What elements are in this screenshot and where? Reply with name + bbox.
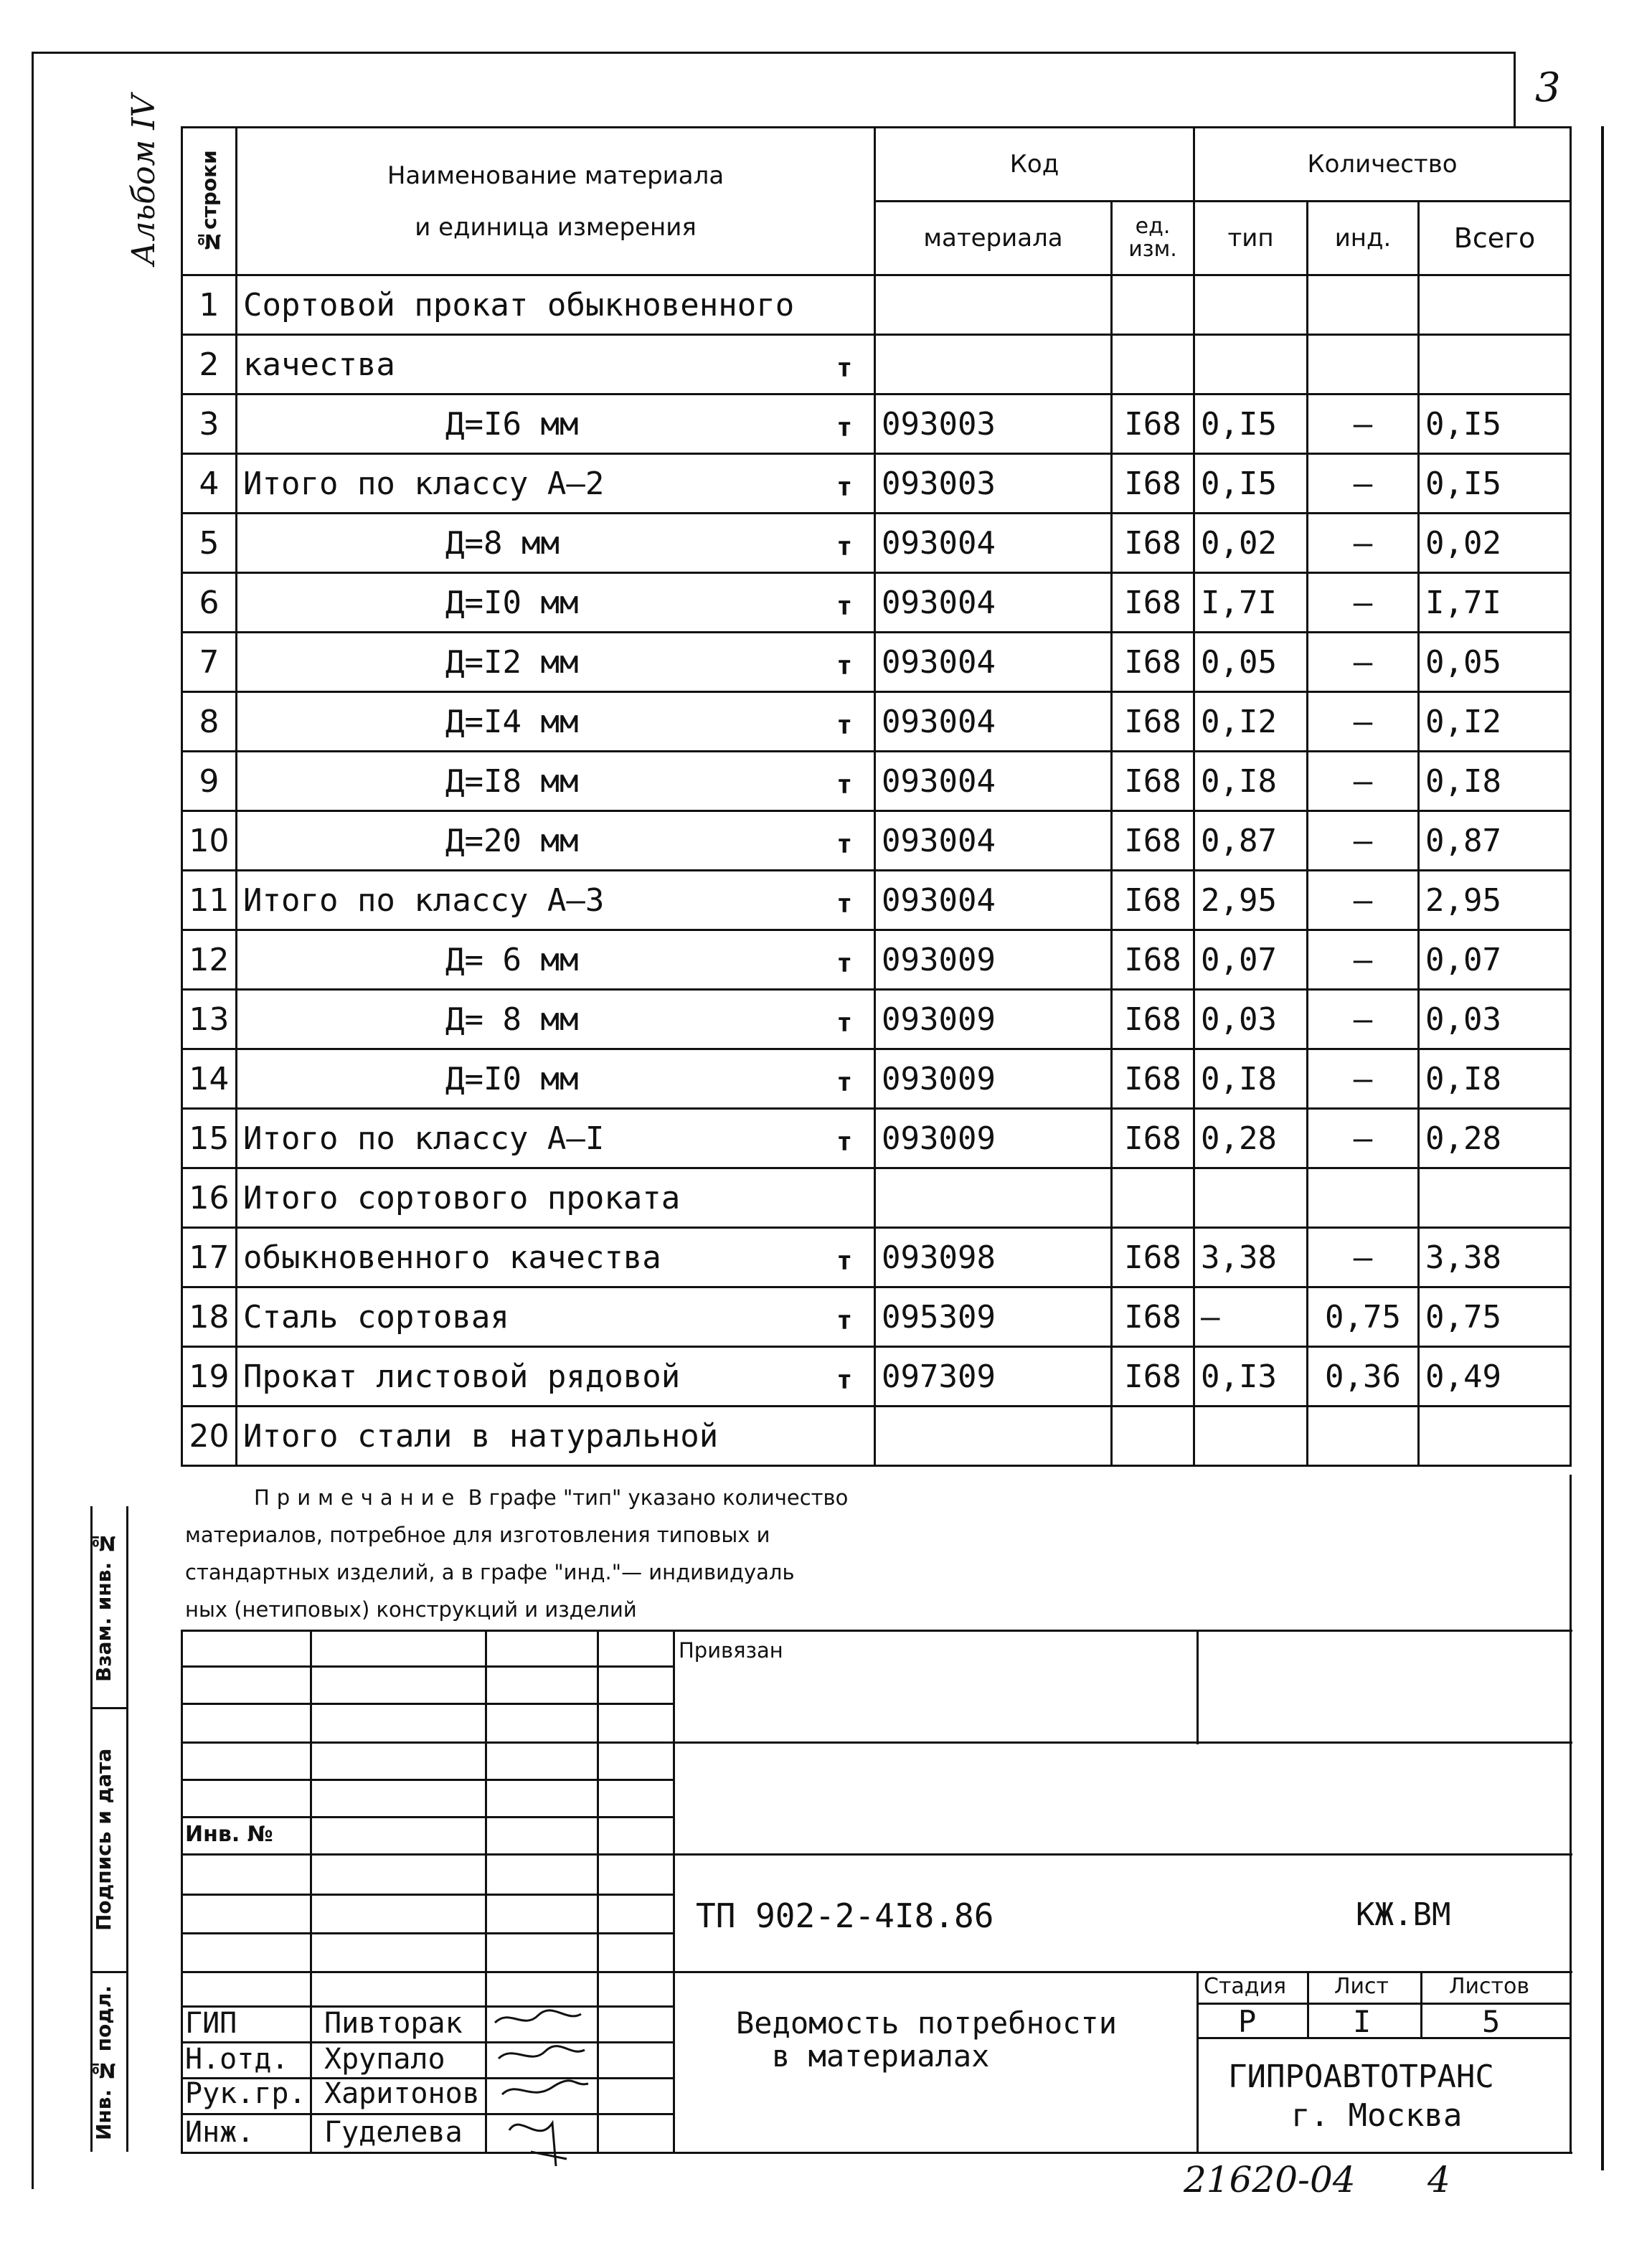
side-label-podpis: Подпись и дата (92, 1748, 115, 1932)
person-name-3: Харитонов (324, 2077, 480, 2110)
unit-code-cell (1112, 1168, 1194, 1228)
stamp-h-6 (181, 1853, 1572, 1856)
stamp-col-5 (1196, 1630, 1199, 1744)
material-code-cell: 093009 (875, 1049, 1112, 1109)
row-number-cell: 16 (182, 1168, 237, 1228)
qty-ind-cell: – (1308, 752, 1419, 811)
qty-type-cell: 0,I5 (1194, 394, 1308, 454)
material-code-cell: 093004 (875, 573, 1112, 633)
material-name: Итого по классу А–3 (243, 882, 605, 919)
row-number-cell: 14 (182, 1049, 237, 1109)
qty-ind-cell: – (1308, 573, 1419, 633)
table-row (182, 633, 1571, 692)
material-name: Д= 8 мм (445, 1001, 579, 1038)
qty-type-cell: 2,95 (1194, 871, 1308, 930)
material-name: Д=8 мм (445, 524, 560, 562)
qty-ind-cell (1308, 275, 1419, 335)
row-number-cell: 10 (182, 811, 237, 871)
material-code-cell: 093004 (875, 692, 1112, 752)
qty-total-cell (1419, 1168, 1571, 1228)
qty-type-cell (1194, 275, 1308, 335)
unit-label: т (836, 591, 852, 621)
material-code-cell (875, 275, 1112, 335)
frame-top-line (32, 52, 1515, 54)
stamp-h-2 (181, 1703, 674, 1705)
qty-total-cell: 0,49 (1419, 1347, 1571, 1407)
row-number-cell: 13 (182, 990, 237, 1049)
table-row (182, 1347, 1571, 1407)
table-row (182, 1168, 1571, 1228)
privyazan-label: Привязан (679, 1638, 783, 1663)
material-code-cell: 093009 (875, 1109, 1112, 1168)
qty-type-cell: 0,I2 (1194, 692, 1308, 752)
row-number-cell: 7 (182, 633, 237, 692)
qty-total-cell: I,7I (1419, 573, 1571, 633)
material-name: Д=I2 мм (445, 643, 579, 681)
material-name: Итого по классу А–I (243, 1120, 605, 1157)
person-name-1: Пивторак (324, 2007, 463, 2040)
row-number-cell: 12 (182, 930, 237, 990)
unit-label: т (836, 1365, 852, 1395)
material-name: Итого стали в натуральной (243, 1417, 719, 1455)
stamp-left-line (181, 1630, 183, 2153)
material-name-cell (237, 573, 875, 633)
table-row (182, 692, 1571, 752)
qty-total-cell: 0,I8 (1419, 1049, 1571, 1109)
unit-code-cell (1112, 1407, 1194, 1466)
person-name-4: Гуделева (324, 2116, 463, 2149)
side-label-vzam: Взам. инв. № (92, 1531, 115, 1682)
stamp-col-3 (597, 1630, 599, 2153)
org-name: ГИПРОАВТОТРАНС (1228, 2059, 1494, 2095)
unit-code-cell: I68 (1112, 871, 1194, 930)
qty-total-cell: 0,87 (1419, 811, 1571, 871)
unit-code-cell (1112, 275, 1194, 335)
unit-label: т (836, 770, 852, 800)
note-line-2: материалов, потребное для изготовления типовых и (185, 1523, 770, 1547)
stamp-bottom (181, 2152, 1572, 2154)
org-city: г. Москва (1291, 2097, 1463, 2134)
row-number-cell: 18 (182, 1287, 237, 1347)
qty-total-cell: 0,I5 (1419, 454, 1571, 514)
header-qty-type: тип (1194, 202, 1308, 275)
qty-total-cell (1419, 1407, 1571, 1466)
inv-no-label: Инв. № (185, 1822, 273, 1847)
table-row (182, 275, 1571, 335)
person-name-2: Хрупало (324, 2043, 445, 2076)
material-name: Сортовой прокат обыкновенного (243, 286, 795, 323)
table-row (182, 1049, 1571, 1109)
frame-right-line (1601, 126, 1604, 2170)
qty-type-cell: 0,02 (1194, 514, 1308, 573)
handwritten-signatures (488, 1980, 595, 2188)
qty-type-cell (1194, 335, 1308, 394)
unit-label: т (836, 710, 852, 740)
side-div-1 (90, 1707, 128, 1709)
qty-total-cell: 0,I8 (1419, 752, 1571, 811)
row-number-cell: 2 (182, 335, 237, 394)
qty-type-cell (1194, 1168, 1308, 1228)
unit-label: т (836, 1008, 852, 1038)
qty-ind-cell: – (1308, 930, 1419, 990)
side-label-inv-podl: Инв. № подл. (92, 1985, 115, 2140)
material-name-cell (237, 1228, 875, 1287)
unit-code-cell: I68 (1112, 990, 1194, 1049)
material-code-cell: 097309 (875, 1347, 1112, 1407)
stamp-h-8 (181, 1932, 674, 1934)
doc-code: ТП 902-2-4I8.86 (696, 1896, 994, 1935)
qty-ind-cell: 0,75 (1308, 1287, 1419, 1347)
material-name-cell (237, 1407, 875, 1466)
qty-total-cell: 0,I5 (1419, 394, 1571, 454)
qty-ind-cell (1308, 1407, 1419, 1466)
qty-total-cell: 0,28 (1419, 1109, 1571, 1168)
qty-ind-cell: – (1308, 1049, 1419, 1109)
stage-col-1 (1307, 1971, 1309, 2038)
header-code-group: Код (875, 128, 1194, 202)
person-role-4: Инж. (185, 2116, 255, 2149)
person-role-2: Н.отд. (185, 2043, 289, 2076)
qty-ind-cell: 0,36 (1308, 1347, 1419, 1407)
row-number-cell: 4 (182, 454, 237, 514)
material-code-cell: 093009 (875, 930, 1112, 990)
qty-ind-cell: – (1308, 1228, 1419, 1287)
qty-type-cell: 0,I5 (1194, 454, 1308, 514)
sheets-label: Листов (1449, 1974, 1530, 1999)
qty-ind-cell: – (1308, 811, 1419, 871)
unit-code-cell: I68 (1112, 811, 1194, 871)
stamp-col-4 (673, 1630, 675, 2153)
qty-total-cell: 3,38 (1419, 1228, 1571, 1287)
doc-title-line-2: в материалах (772, 2038, 990, 2074)
qty-type-cell: 0,05 (1194, 633, 1308, 692)
material-name-cell (237, 454, 875, 514)
stamp-h-3 (181, 1741, 1572, 1744)
materials-table (181, 126, 1572, 1467)
row-number-cell: 3 (182, 394, 237, 454)
note-line-3: стандартных изделий, а в графе "инд."— индивидуаль (185, 1560, 795, 1584)
qty-total-cell (1419, 275, 1571, 335)
qty-type-cell: 0,28 (1194, 1109, 1308, 1168)
stamp-h-9 (181, 1971, 1572, 1973)
header-qty-ind: инд. (1308, 202, 1419, 275)
material-name: Итого сортового проката (243, 1179, 681, 1216)
unit-code-cell: I68 (1112, 1228, 1194, 1287)
material-name: Д=I8 мм (445, 762, 579, 800)
unit-code-cell: I68 (1112, 1347, 1194, 1407)
qty-ind-cell (1308, 1168, 1419, 1228)
unit-label: т (836, 829, 852, 859)
unit-label: т (836, 948, 852, 978)
material-name: Д=I4 мм (445, 703, 579, 740)
stage-label: Стадия (1204, 1974, 1287, 1999)
material-code-cell: 093004 (875, 514, 1112, 573)
material-name: обыкновенного качества (243, 1239, 661, 1276)
stamp-h-5 (181, 1816, 674, 1818)
person-role-3: Рук.гр. (185, 2077, 306, 2110)
qty-total-cell: 0,07 (1419, 930, 1571, 990)
side-column-right (126, 1506, 128, 2152)
qty-total-cell: 0,02 (1419, 514, 1571, 573)
unit-code-cell: I68 (1112, 1287, 1194, 1347)
table-row (182, 871, 1571, 930)
doc-title-line-1: Ведомость потребности (736, 2005, 1118, 2041)
material-name-cell (237, 1287, 875, 1347)
table-row (182, 394, 1571, 454)
unit-label: т (836, 1067, 852, 1097)
header-qty-group: Количество (1194, 128, 1571, 202)
unit-code-cell: I68 (1112, 930, 1194, 990)
material-name-cell (237, 752, 875, 811)
material-name-cell (237, 633, 875, 692)
footer-number: 21620-04 (1184, 2159, 1356, 2201)
material-code-cell: 093004 (875, 811, 1112, 871)
header-code-material: материала (875, 202, 1112, 275)
stamp-col-2 (485, 1630, 487, 2153)
page-number-box-left (1514, 52, 1516, 126)
table-row (182, 990, 1571, 1049)
material-name-cell (237, 1049, 875, 1109)
unit-label: т (836, 353, 852, 383)
row-number-cell: 20 (182, 1407, 237, 1466)
qty-type-cell: 0,07 (1194, 930, 1308, 990)
header-name (237, 128, 875, 275)
stamp-h-7 (181, 1894, 674, 1896)
material-code-cell: 093098 (875, 1228, 1112, 1287)
material-name: Д=I0 мм (445, 1060, 579, 1097)
unit-code-cell: I68 (1112, 1049, 1194, 1109)
qty-total-cell: 0,I2 (1419, 692, 1571, 752)
material-code-cell: 093004 (875, 752, 1112, 811)
material-name-cell (237, 692, 875, 752)
row-number-cell: 19 (182, 1347, 237, 1407)
unit-label: т (836, 1246, 852, 1276)
material-code-cell (875, 335, 1112, 394)
row-number-cell: 1 (182, 275, 237, 335)
material-name-cell (237, 811, 875, 871)
qty-type-cell: – (1194, 1287, 1308, 1347)
stamp-right-line (1570, 1630, 1572, 2153)
material-name: Сталь сортовая (243, 1298, 509, 1336)
table-row (182, 752, 1571, 811)
stage-col-2 (1420, 1971, 1422, 2038)
table-row (182, 811, 1571, 871)
note-right-line (1570, 1475, 1572, 1632)
qty-total-cell: 0,75 (1419, 1287, 1571, 1347)
row-number-cell: 15 (182, 1109, 237, 1168)
table-row (182, 1109, 1571, 1168)
row-number-cell: 9 (182, 752, 237, 811)
material-name-cell (237, 1347, 875, 1407)
row-number-cell: 11 (182, 871, 237, 930)
qty-ind-cell: – (1308, 692, 1419, 752)
qty-total-cell: 2,95 (1419, 871, 1571, 930)
material-name-cell (237, 1109, 875, 1168)
material-name-cell (237, 514, 875, 573)
stamp-col-1 (310, 1630, 312, 2153)
page-number: 3 (1535, 65, 1561, 111)
album-label: Альбом IV (126, 94, 162, 265)
table-row (182, 514, 1571, 573)
person-role-1: ГИП (185, 2007, 237, 2040)
row-number-cell: 17 (182, 1228, 237, 1287)
unit-label: т (836, 1305, 852, 1336)
qty-type-cell: I,7I (1194, 573, 1308, 633)
unit-label: т (836, 472, 852, 502)
stamp-top-line (181, 1630, 1572, 1632)
footer-sheet: 4 (1427, 2159, 1450, 2201)
qty-ind-cell: – (1308, 990, 1419, 1049)
qty-type-cell (1194, 1407, 1308, 1466)
table-row (182, 335, 1571, 394)
note-line-4: ных (нетиповых) конструкций и изделий (185, 1597, 637, 1622)
material-code-cell: 095309 (875, 1287, 1112, 1347)
qty-type-cell: 0,I8 (1194, 752, 1308, 811)
stamp-h-13 (181, 2113, 674, 2115)
table-row (182, 454, 1571, 514)
table-body (182, 275, 1571, 1466)
unit-code-cell: I68 (1112, 573, 1194, 633)
stage-block-left (1196, 1971, 1199, 2153)
material-name: Д=20 мм (445, 822, 579, 859)
frame-left-line (32, 52, 34, 2189)
qty-total-cell: 0,05 (1419, 633, 1571, 692)
header-code-unit: ед. изм. (1112, 202, 1194, 275)
material-name: качества (243, 346, 395, 383)
note-title: Примечание (254, 1485, 462, 1510)
unit-label: т (836, 889, 852, 919)
material-code-cell (875, 1168, 1112, 1228)
qty-type-cell: 0,I8 (1194, 1049, 1308, 1109)
unit-code-cell: I68 (1112, 692, 1194, 752)
unit-label: т (836, 651, 852, 681)
material-code-cell: 093004 (875, 633, 1112, 692)
unit-code-cell: I68 (1112, 1109, 1194, 1168)
material-code-cell: 093009 (875, 990, 1112, 1049)
material-name-cell (237, 394, 875, 454)
row-number-cell: 8 (182, 692, 237, 752)
qty-type-cell: 0,I3 (1194, 1347, 1308, 1407)
table-row (182, 1407, 1571, 1466)
qty-type-cell: 0,87 (1194, 811, 1308, 871)
material-name-cell (237, 990, 875, 1049)
unit-label: т (836, 1127, 852, 1157)
header-row-no: №строки (182, 128, 237, 275)
unit-code-cell: I68 (1112, 633, 1194, 692)
unit-code-cell: I68 (1112, 514, 1194, 573)
table-row (182, 573, 1571, 633)
material-code-cell (875, 1407, 1112, 1466)
material-code-cell: 093003 (875, 394, 1112, 454)
stamp-h-1 (181, 1665, 674, 1668)
sheet-label: Лист (1334, 1974, 1389, 1999)
material-name-cell (237, 335, 875, 394)
unit-code-cell: I68 (1112, 752, 1194, 811)
sheet-value: I (1353, 2004, 1372, 2039)
table-row (182, 1228, 1571, 1287)
header-name-line1: Наименование материала (387, 161, 724, 190)
doc-mark: КЖ.ВМ (1356, 1896, 1451, 1933)
material-name: Д=I6 мм (445, 405, 579, 443)
material-name-cell (237, 930, 875, 990)
stage-value: Р (1238, 2004, 1257, 2039)
unit-label: т (836, 412, 852, 443)
note-line1-text: В графе "тип" указано количество (468, 1485, 849, 1510)
material-name: Д=I0 мм (445, 584, 579, 621)
material-name-cell (237, 871, 875, 930)
qty-type-cell: 3,38 (1194, 1228, 1308, 1287)
unit-code-cell: I68 (1112, 394, 1194, 454)
qty-ind-cell (1308, 335, 1419, 394)
qty-ind-cell: – (1308, 633, 1419, 692)
material-name: Итого по классу А–2 (243, 465, 605, 502)
qty-ind-cell: – (1308, 1109, 1419, 1168)
material-code-cell: 093003 (875, 454, 1112, 514)
row-number-cell: 5 (182, 514, 237, 573)
qty-ind-cell: – (1308, 454, 1419, 514)
header-name-line2: и единица измерения (415, 212, 697, 242)
material-name-cell (237, 1168, 875, 1228)
note-line-1 (185, 1479, 1548, 1516)
qty-total-cell: 0,03 (1419, 990, 1571, 1049)
material-name: Прокат листовой рядовой (243, 1358, 681, 1395)
material-name-cell (237, 275, 875, 335)
qty-ind-cell: – (1308, 514, 1419, 573)
side-div-2 (90, 1971, 128, 1973)
table-header (182, 128, 1571, 275)
qty-ind-cell: – (1308, 394, 1419, 454)
material-code-cell: 093004 (875, 871, 1112, 930)
table-row (182, 930, 1571, 990)
qty-ind-cell: – (1308, 871, 1419, 930)
unit-code-cell (1112, 335, 1194, 394)
unit-code-cell: I68 (1112, 454, 1194, 514)
qty-type-cell: 0,03 (1194, 990, 1308, 1049)
unit-label: т (836, 531, 852, 562)
stamp-h-4 (181, 1779, 674, 1781)
note-block (185, 1479, 1548, 1628)
material-name: Д= 6 мм (445, 941, 579, 978)
qty-total-cell (1419, 335, 1571, 394)
header-qty-total: Всего (1419, 202, 1571, 275)
row-number-cell: 6 (182, 573, 237, 633)
sheets-value: 5 (1482, 2004, 1501, 2039)
table-row (182, 1287, 1571, 1347)
